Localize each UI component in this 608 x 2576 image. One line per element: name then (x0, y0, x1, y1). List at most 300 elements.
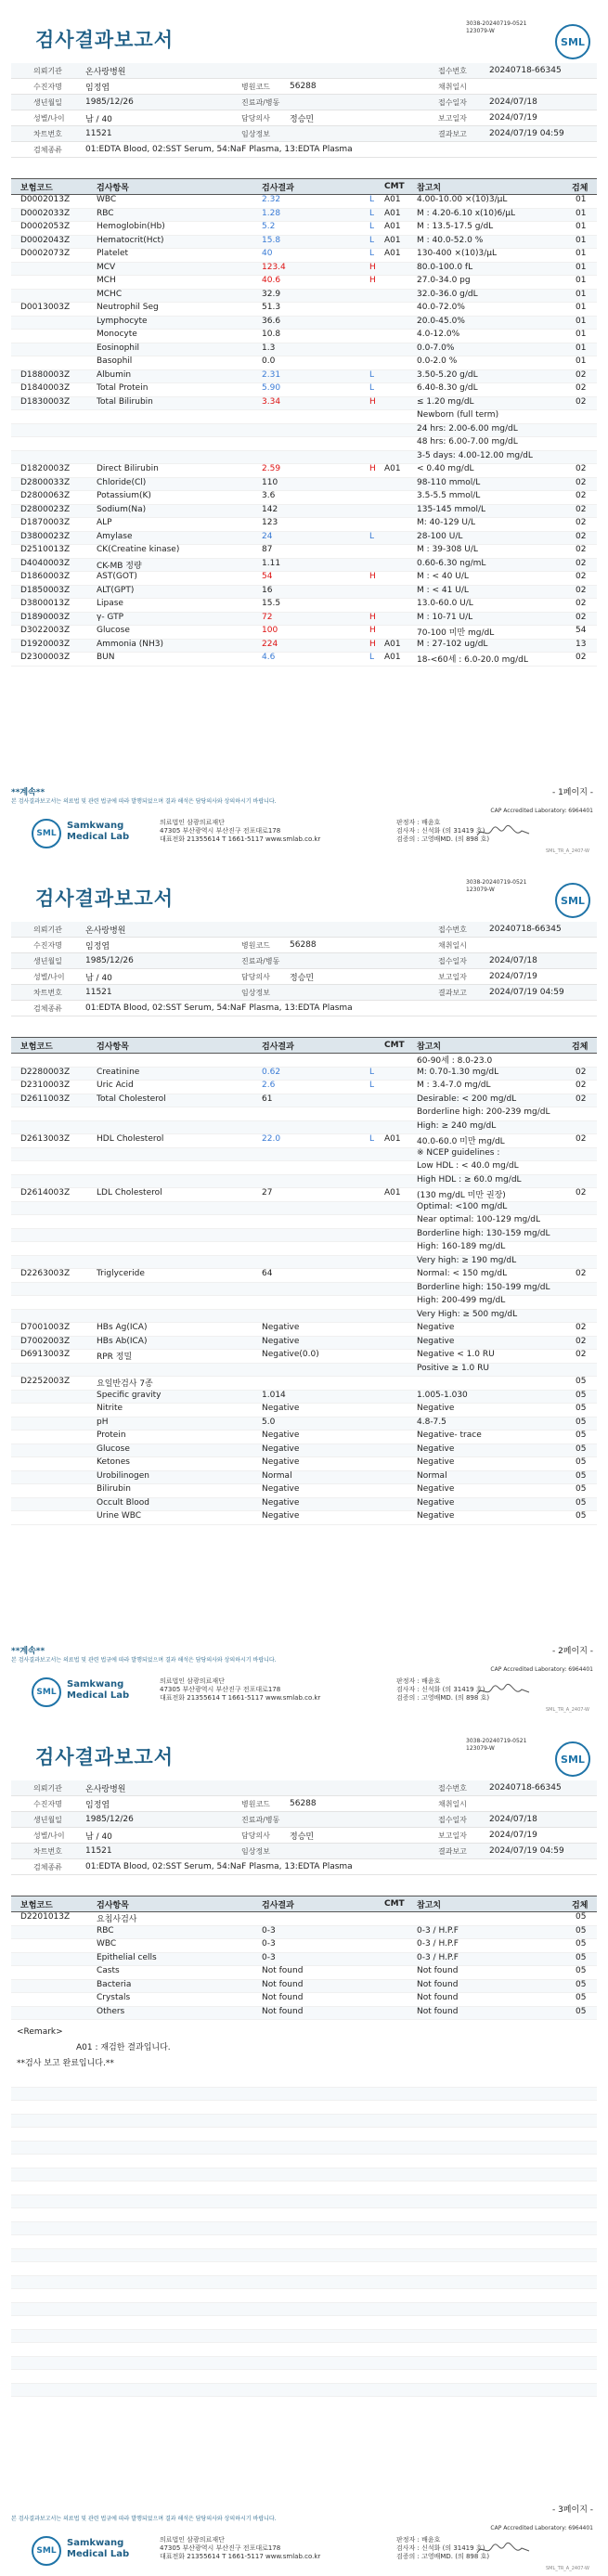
row-item: Bilirubin (97, 1484, 131, 1494)
row-flag: H (369, 626, 376, 635)
row-result: 72 (262, 612, 273, 622)
row-specimen: 05 (576, 1470, 587, 1481)
table-row (11, 1081, 597, 1094)
table-row (11, 599, 597, 613)
row-ref: 3.50-5.20 g/dL (417, 369, 478, 380)
table-row (11, 195, 597, 209)
sign-1: 판정자 : 배윤호 (396, 819, 441, 826)
row-item: Hematocrit(Hct) (97, 235, 164, 245)
row-result: 4.6 (262, 653, 276, 662)
table-row (11, 343, 597, 357)
table-row (11, 317, 597, 330)
row-cmt: A01 (384, 235, 401, 245)
row-result: 40.6 (262, 276, 281, 285)
row-specimen: 01 (576, 356, 587, 366)
row-item: HBs Ag(ICA) (97, 1323, 148, 1332)
row-flag: H (369, 612, 376, 622)
row-result: Negative (262, 1443, 300, 1454)
row-item: ALT(GPT) (97, 585, 135, 595)
row-specimen: 02 (576, 1094, 587, 1104)
row-specimen: 05 (576, 1979, 587, 1989)
table-row (11, 626, 597, 640)
doctor-value: 정승민 (290, 1832, 315, 1842)
blank-row (11, 2115, 597, 2129)
row-ref: (130 mg/dL 미만 권장) (417, 1191, 506, 1200)
row-specimen: 02 (576, 504, 587, 514)
row-specimen: 02 (576, 396, 587, 407)
table-row (11, 491, 597, 505)
row-cmt: A01 (384, 464, 401, 473)
table-row (11, 586, 597, 600)
row-specimen: 13 (576, 639, 587, 649)
table-row (11, 1242, 597, 1256)
row-item: Lymphocyte (97, 316, 148, 326)
row-ref: 0-3 / H.P.F (417, 1952, 459, 1962)
row-ref: Borderline high: 130-159 mg/dL (417, 1228, 550, 1238)
end-text: **검사 보고 완료입니다.** (17, 2059, 114, 2068)
row-item: Hemoglobin(Hb) (97, 222, 165, 231)
blank-row (11, 2357, 597, 2371)
row-result: Not found (262, 2006, 304, 2016)
row-ref: Negative (417, 1497, 455, 1508)
row-specimen: 01 (576, 235, 587, 245)
row-result: 1.28 (262, 208, 281, 218)
col-item: 검사항목 (97, 1900, 129, 1910)
row-flag: L (369, 531, 375, 541)
row-result: 16 (262, 585, 273, 595)
table-row (11, 518, 597, 532)
row-ref: 0.0-2.0 % (417, 356, 458, 366)
row-item: RBC (97, 1925, 114, 1935)
col-ref: 참고치 (417, 1042, 442, 1052)
row-code: D2310003Z (20, 1081, 71, 1090)
row-ref: Negative < 1.0 RU (417, 1350, 495, 1359)
row-item: Specific gravity (97, 1390, 162, 1400)
cap-accreditation: CAP Accredited Laboratory: 6964401 (490, 1666, 593, 1673)
row-ref: M : 10-71 U/L (417, 612, 473, 622)
receipt-no-value: 20240718-66345 (489, 66, 562, 75)
col-cmt: CMT (384, 1041, 405, 1050)
doctor-label: 담당의사 (241, 113, 270, 123)
table-row (11, 290, 597, 304)
institution-value: 온사랑병원 (85, 67, 126, 77)
table-row (11, 1364, 597, 1378)
row-result: 15.8 (262, 235, 281, 245)
table-row (11, 1337, 597, 1351)
sign-2: 검사자 : 신석화 (의 31419 호) (396, 827, 485, 835)
page-footer (11, 2503, 597, 2573)
patient-value: 임정엽 (85, 941, 110, 951)
row-code: D2800023Z (20, 504, 71, 514)
report-date-value: 2024/07/19 (489, 972, 537, 981)
col-specimen: 검체 (572, 183, 589, 193)
page-footer (11, 785, 597, 856)
row-specimen: 05 (576, 1430, 587, 1440)
row-flag: H (369, 262, 376, 272)
sex-age-label: 성별/나이 (33, 113, 65, 123)
table-row (11, 397, 597, 411)
row-item: Crystals (97, 1993, 131, 2002)
row-item: Eosinophil (97, 343, 140, 353)
row-item: Sodium(Na) (97, 504, 147, 514)
chart-no-label: 차트번호 (33, 988, 62, 997)
table-row (11, 236, 597, 250)
row-result: 0.62 (262, 1067, 281, 1077)
row-item: CK-MB 정량 (97, 561, 142, 571)
row-specimen: 05 (576, 1511, 587, 1521)
row-specimen: 05 (576, 1497, 587, 1508)
patient-value: 임정엽 (85, 83, 110, 93)
page-number: - 1페이지 - (551, 788, 593, 797)
row-item: Creatinine (97, 1067, 140, 1077)
row-ref: High: 160-189 mg/dL (417, 1242, 506, 1251)
row-code: D0002013Z (20, 195, 71, 204)
row-specimen: 05 (576, 1457, 587, 1467)
row-result: 5.2 (262, 222, 276, 231)
row-ref: < 0.40 mg/dL (417, 464, 474, 473)
row-flag: L (369, 383, 375, 393)
row-item: MCH (97, 276, 116, 285)
table-row (11, 1188, 597, 1202)
receipt-no-label: 접수번호 (438, 925, 467, 934)
row-specimen: 01 (576, 343, 587, 353)
birth-label: 생년월일 (33, 956, 62, 965)
report-page (0, 859, 608, 1717)
sign-1: 판정자 : 배윤호 (396, 2536, 441, 2544)
row-result: 0.0 (262, 356, 276, 366)
footer-tag: SML_TR_A_2407-W (546, 1707, 589, 1713)
row-result: 110 (262, 477, 278, 487)
sml-logo: SML (555, 1741, 590, 1777)
row-result: 15.5 (262, 599, 281, 608)
row-result: Not found (262, 1993, 304, 2002)
row-specimen: 02 (576, 1067, 587, 1077)
table-row (11, 1377, 597, 1391)
remark-title: <Remark> (17, 2027, 63, 2037)
row-ref: Negative (417, 1404, 455, 1413)
row-item: WBC (97, 195, 117, 204)
table-row (11, 478, 597, 492)
row-specimen: 02 (576, 477, 587, 487)
sml-logo: SML (555, 24, 590, 59)
table-row (11, 209, 597, 223)
doctor-label: 담당의사 (241, 972, 270, 981)
footer-note: 본 검사결과보고서는 의료법 및 관련 법규에 따라 발행되었으며 결과 해석은 담당의사와 상의하시기 바랍니다. (11, 1657, 277, 1663)
row-specimen: 02 (576, 1350, 587, 1359)
receipt-date-value: 2024/07/18 (489, 1815, 537, 1824)
birth-value: 1985/12/26 (85, 97, 134, 107)
row-ref: 20.0-45.0% (417, 316, 465, 326)
row-code: D1840003Z (20, 383, 71, 393)
birth-value: 1985/12/26 (85, 1815, 134, 1824)
table-row (11, 1215, 597, 1229)
row-ref: Positive ≥ 1.0 RU (417, 1363, 489, 1373)
row-code: D3800013Z (20, 599, 71, 608)
row-result: Negative(0.0) (262, 1350, 319, 1359)
signature-mark (475, 1681, 531, 1702)
row-item: Bacteria (97, 1979, 132, 1989)
row-item: Lipase (97, 599, 123, 608)
result-time-label: 결과보고 (438, 1846, 467, 1856)
row-ref: 4.8-7.5 (417, 1417, 446, 1427)
row-ref: M : 13.5-17.5 g/dL (417, 222, 494, 231)
row-specimen: 02 (576, 612, 587, 622)
page-footer (11, 1644, 597, 1715)
row-result: Negative (262, 1323, 300, 1332)
sign-2: 검사자 : 신석화 (의 31419 호) (396, 1686, 485, 1693)
row-ref: 0.0-7.0% (417, 343, 455, 353)
row-code: D2611003Z (20, 1094, 71, 1104)
row-flag: L (369, 653, 375, 662)
row-item: MCHC (97, 289, 123, 299)
table-row (11, 1391, 597, 1405)
row-specimen: 01 (576, 208, 587, 218)
footer-logo: SML (32, 2536, 61, 2566)
row-ref: ≤ 1.20 mg/dL (417, 396, 474, 407)
row-ref: Very high: ≥ 190 mg/dL (417, 1255, 517, 1265)
row-ref: M : 3.4-7.0 mg/dL (417, 1081, 491, 1090)
row-ref: Not found (417, 2006, 459, 2016)
blank-row (11, 2276, 597, 2290)
col-result: 검사결과 (262, 1900, 294, 1910)
phone-line: 대표전화 21355614 T 1661-5117 www.smlab.co.kr (160, 2553, 321, 2560)
report-date-label: 보고일자 (438, 972, 467, 981)
row-ref: Borderline high: 150-199 mg/dL (417, 1282, 550, 1292)
row-result: 2.6 (262, 1081, 276, 1090)
row-flag: L (369, 195, 375, 204)
patient-label: 수진자명 (33, 1799, 62, 1808)
row-specimen: 02 (576, 369, 587, 380)
blank-row (11, 2262, 597, 2276)
footer-tag: SML_TR_A_2407-W (546, 848, 589, 854)
row-flag: H (369, 639, 376, 649)
row-code: D1850003Z (20, 585, 71, 595)
table-row (11, 1148, 597, 1162)
patient-label: 수진자명 (33, 940, 62, 950)
row-ref: 4.00-10.00 ×(10)3/μL (417, 195, 508, 204)
report-title: 검사결과보고서 (35, 1746, 175, 1768)
row-item: Monocyte (97, 330, 137, 339)
row-code: D1880003Z (20, 369, 71, 380)
row-code: D1860003Z (20, 572, 71, 581)
row-code: D0002033Z (20, 208, 71, 218)
hospital-code-label: 병원코드 (241, 1799, 270, 1808)
patient-label: 수진자명 (33, 82, 62, 91)
row-specimen: 01 (576, 330, 587, 339)
row-flag: L (369, 249, 375, 258)
lab-address (160, 819, 320, 844)
row-item: Glucose (97, 626, 130, 635)
report-page (0, 0, 608, 859)
col-code: 보험코드 (20, 1900, 53, 1910)
lab-name-kr: 의료법인 삼광의료재단 (160, 2536, 225, 2544)
row-item: Urine WBC (97, 1511, 142, 1521)
row-result: 32.9 (262, 289, 281, 299)
row-result: Normal (262, 1470, 292, 1481)
row-specimen: 01 (576, 289, 587, 299)
row-flag: L (369, 235, 375, 245)
table-row (11, 437, 597, 451)
row-cmt: A01 (384, 1134, 401, 1144)
blank-rows (11, 2074, 597, 2397)
row-result: 51.3 (262, 303, 281, 312)
row-item: RBC (97, 208, 114, 218)
blank-row (11, 2155, 597, 2168)
remark-text: A01 : 재검한 결과입니다. (76, 2043, 171, 2052)
table-row (11, 1283, 597, 1297)
signature-mark (475, 2540, 531, 2560)
row-specimen: 05 (576, 1484, 587, 1494)
blank-row (11, 2128, 597, 2142)
row-ref: 3-5 days: 4.00-12.00 mg/dL (417, 450, 533, 460)
row-specimen: 02 (576, 1269, 587, 1278)
patient-info (11, 1780, 597, 1896)
row-result: 61 (262, 1094, 273, 1104)
row-ref: 28-100 U/L (417, 531, 463, 541)
hospital-code-value: 56288 (290, 940, 317, 950)
chart-no-value: 11521 (85, 988, 112, 997)
clinical-label: 임상정보 (241, 1846, 270, 1856)
row-item: Triglyceride (97, 1269, 145, 1278)
row-ref: M : 4.20-6.10 x(10)6/μL (417, 208, 516, 218)
row-code: D2510013Z (20, 545, 71, 554)
row-result: 22.0 (262, 1134, 281, 1144)
result-time-value: 2024/07/19 04:59 (489, 988, 564, 997)
table-row (11, 222, 597, 236)
remark-section (11, 2027, 597, 2397)
row-cmt: A01 (384, 639, 401, 649)
row-code: D3022003Z (20, 626, 71, 635)
row-ref: M : < 40 U/L (417, 572, 469, 581)
row-ref: 48 hrs: 6.00-7.00 mg/dL (417, 437, 518, 447)
row-code: D2280003Z (20, 1067, 71, 1077)
continued-label: **계속** (11, 1647, 45, 1656)
row-result: 100 (262, 626, 278, 635)
row-result: 3.34 (262, 396, 281, 407)
table-row (11, 532, 597, 546)
row-ref: M : < 41 U/L (417, 585, 469, 595)
row-ref: Normal: < 150 mg/dL (417, 1269, 508, 1278)
table-row (11, 356, 597, 370)
blank-row (11, 2316, 597, 2330)
dept-label: 진료과/병동 (241, 1815, 280, 1824)
patient-info (11, 63, 597, 178)
footer-note: 본 검사결과보고서는 의료법 및 관련 법규에 따라 발행되었으며 결과 해석은 담당의사와 상의하시기 바랍니다. (11, 798, 277, 805)
table-row (11, 451, 597, 465)
row-flag: L (369, 1134, 375, 1144)
row-code: D4040003Z (20, 558, 71, 568)
row-code: D7002003Z (20, 1336, 71, 1346)
row-ref: 40.0-72.0% (417, 303, 465, 312)
blank-row (11, 2168, 597, 2182)
row-result: 1.3 (262, 343, 276, 353)
lab-name-2: Medical Lab (67, 1690, 130, 1701)
col-result: 검사결과 (262, 1042, 294, 1052)
table-row (11, 1107, 597, 1121)
row-ref: Low HDL : < 40.0 mg/dL (417, 1161, 519, 1171)
specimen-label: 검체종류 (33, 145, 62, 154)
row-result: Negative (262, 1511, 300, 1521)
row-result: Not found (262, 1979, 304, 1989)
row-item: 요침사검사 (97, 1915, 137, 1924)
table-row (11, 1094, 597, 1108)
specimen-label: 검체종류 (33, 1862, 62, 1871)
row-ref: M : 40.0-52.0 % (417, 235, 484, 245)
table-row (11, 1310, 597, 1324)
sign-3: 검증의 : 고영배MD. (의 898 호) (396, 2553, 490, 2560)
col-code: 보험코드 (20, 1042, 53, 1052)
row-item: Protein (97, 1430, 126, 1440)
row-item: Uric Acid (97, 1081, 134, 1090)
clinical-label: 임상정보 (241, 129, 270, 138)
row-ref: Not found (417, 1966, 459, 1975)
row-ref: High HDL : ≥ 60.0 mg/dL (417, 1174, 522, 1184)
receipt-date-value: 2024/07/18 (489, 97, 537, 107)
row-specimen: 02 (576, 531, 587, 541)
sex-age-label: 성별/나이 (33, 1831, 65, 1840)
row-item: Epithelial cells (97, 1952, 157, 1962)
row-item: Direct Bilirubin (97, 464, 159, 473)
row-item: Albumin (97, 369, 132, 380)
table-header (11, 178, 597, 195)
row-ref: Not found (417, 1993, 459, 2002)
row-specimen: 05 (576, 1925, 587, 1935)
lab-name-1: Samkwang (67, 821, 124, 831)
blank-row (11, 2235, 597, 2249)
row-result: 5.0 (262, 1417, 276, 1427)
document-code: 3038-20240719-0521 123079-W (466, 20, 527, 34)
row-item: Urobilinogen (97, 1470, 149, 1481)
row-flag: H (369, 572, 376, 581)
row-item: Neutrophil Seg (97, 303, 159, 312)
dept-label: 진료과/병동 (241, 97, 280, 107)
cap-accreditation: CAP Accredited Laboratory: 6964401 (490, 808, 593, 814)
row-specimen: 05 (576, 1912, 587, 1922)
row-code: D1920003Z (20, 639, 71, 649)
row-result: Negative (262, 1497, 300, 1508)
row-item: Glucose (97, 1443, 130, 1454)
row-item: Ammonia (NH3) (97, 639, 164, 649)
table-row (11, 410, 597, 424)
birth-value: 1985/12/26 (85, 956, 134, 965)
collect-date-label: 채취일시 (438, 1799, 467, 1808)
col-cmt: CMT (384, 182, 405, 191)
receipt-date-label: 접수일자 (438, 97, 467, 107)
table-row (11, 1202, 597, 1216)
row-result: 27 (262, 1188, 273, 1197)
blank-row (11, 2088, 597, 2102)
row-cmt: A01 (384, 249, 401, 258)
blank-row (11, 2289, 597, 2303)
table-row (11, 1175, 597, 1189)
table-row (11, 653, 597, 667)
table-row (11, 1953, 597, 1967)
row-specimen: 02 (576, 518, 587, 527)
row-ref: M : 39-308 U/L (417, 545, 478, 554)
row-item: Amylase (97, 531, 133, 541)
row-code: D1820003Z (20, 464, 71, 473)
table-row (11, 1068, 597, 1081)
row-item: HBs Ab(ICA) (97, 1336, 148, 1346)
table-row (11, 1444, 597, 1458)
row-ref: High: 200-499 mg/dL (417, 1296, 506, 1305)
row-specimen: 02 (576, 653, 587, 662)
row-cmt: A01 (384, 653, 401, 662)
report-date-value: 2024/07/19 (489, 1831, 537, 1840)
report-date-label: 보고일자 (438, 113, 467, 123)
sign-1: 판정자 : 배윤호 (396, 1677, 441, 1685)
address-line: 47305 부산광역시 부산진구 전포대로178 (160, 827, 281, 835)
